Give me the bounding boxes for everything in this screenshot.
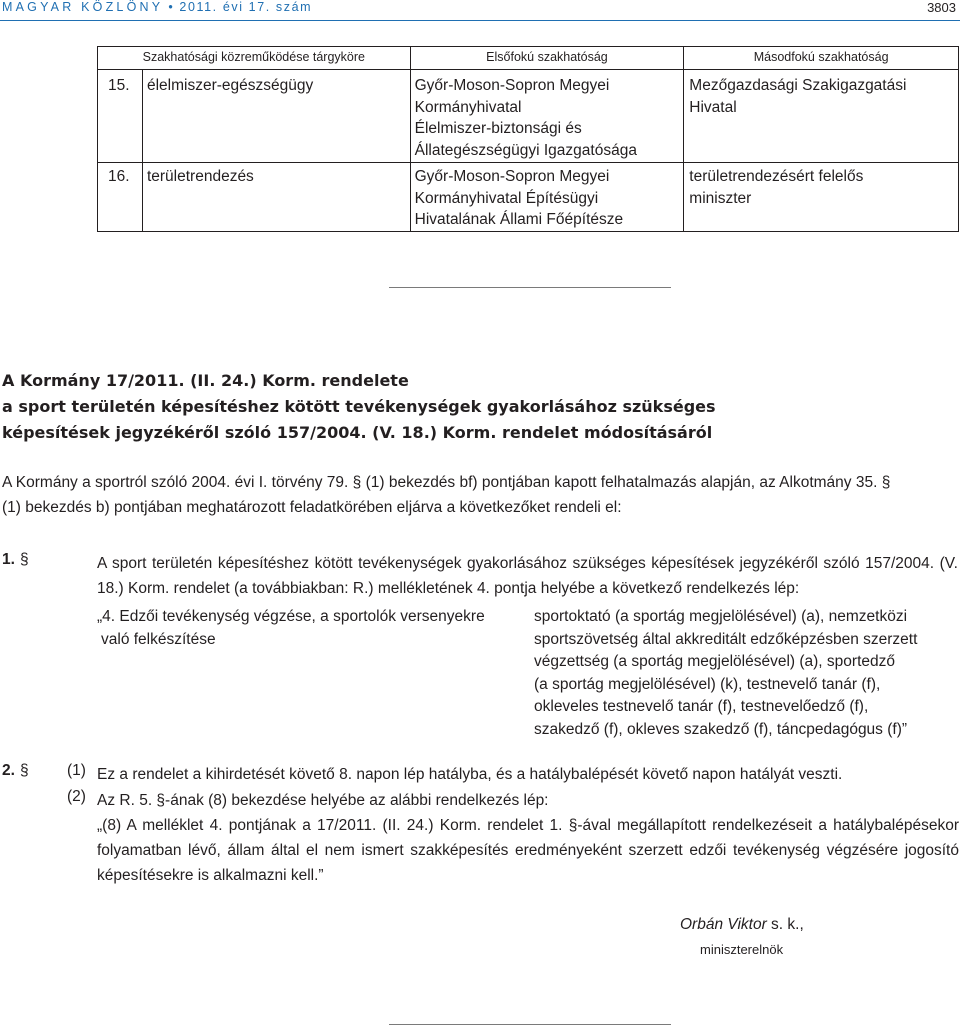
section-2-number: 2.: [2, 762, 15, 779]
row-second-authority: [684, 70, 959, 163]
cell-line: Kormányhivatal: [414, 98, 522, 116]
section-divider: [389, 287, 671, 288]
quote-line: való felkészítése: [101, 630, 216, 648]
table-header-row: [98, 47, 959, 70]
cell-line: miniszter: [689, 189, 752, 207]
row-subject: élelmiszer-egészségügy: [142, 70, 410, 163]
signer-suffix: s. k.,: [766, 916, 804, 933]
subsection-2-label: (2): [67, 788, 86, 805]
cell-line: Hivatal: [689, 98, 737, 116]
cell-line: Állategészségügyi Igazgatósága: [414, 141, 637, 159]
quote-line: sportoktató (a sportág megjelölésével) (a), nemzetközi: [534, 608, 908, 625]
title-line: A Kormány 17/2011. (II. 24.) Korm. rendelete: [2, 371, 409, 390]
title-line: képesítések jegyzékéről szóló 157/2004. (V. 18.) Korm. rendelet módosításáról: [2, 423, 713, 442]
decree-title: [2, 368, 952, 446]
subsection-1-label: (1): [67, 762, 86, 779]
section-1-number: 1.: [2, 551, 15, 568]
col-header-subject: Szakhatósági közreműködése tárgyköre: [98, 47, 411, 70]
authority-table: [97, 46, 959, 232]
row-number: 15.: [98, 70, 143, 163]
amendment-quote: „(8) A melléklet 4. pontjának a 17/2011. (II. 24.) Korm. rendelet 1. §-ával megállapított rendelkezéseit a hatálybalépésekor folyamatban lévő, állam által el nem ismert szakképesítés eredményeként szerzett edzői tevékenység végzésére jogosító képesítésekre is alkalmazni kell.”: [97, 817, 959, 884]
signer-name: Orbán Viktor: [680, 916, 767, 933]
table-row: [98, 163, 959, 232]
decree-intro: [2, 470, 958, 520]
page-header: [0, 0, 960, 16]
intro-line: A Kormány a sportról szóló 2004. évi I. törvény 79. § (1) bekezdés bf) pontjában kapott felhatalmazás alapján, az Alkotmány 35. §: [2, 474, 891, 491]
footer-divider: [389, 1024, 671, 1025]
header-left: [2, 0, 312, 14]
quote-activity: [97, 606, 522, 651]
section-sign: §: [20, 551, 29, 568]
cell-line: Élelmiszer-biztonsági és: [414, 120, 582, 137]
quote-line: (a sportág megjelölésével) (k), testnevelő tanár (f),: [534, 675, 881, 693]
intro-line: (1) bekezdés b) pontjában meghatározott feladatkörében eljárva a következőket rendeli el:: [2, 499, 622, 516]
signature: [680, 916, 804, 934]
col-header-first: Elsőfokú szakhatóság: [410, 47, 684, 70]
issue-label: 2011. évi 17. szám: [179, 0, 313, 14]
col-header-second: Másodfokú szakhatóság: [684, 47, 959, 70]
section-sign: §: [20, 762, 29, 779]
section-1-text: A sport területén képesítéshez kötött tevékenységek gyakorlásához szükséges képesítések jegyzékéről szóló 157/2004. (V. 18.) Korm. rendelet (a továbbiakban: R.) mellékletének 4. pontja helyébe a következő rendelkezés lép:: [97, 555, 958, 597]
quote-line: „4. Edzői tevékenység végzése, a sportolók versenyekre: [97, 608, 485, 625]
row-number: 16.: [98, 163, 143, 232]
cell-line: Mezőgazdasági Szakigazgatási: [689, 77, 907, 94]
cell-line: Hivatalának Állami Főépítésze: [414, 211, 624, 228]
publication-title: MAGYAR KÖZLÖNY: [2, 0, 164, 14]
quote-qualifications: [534, 606, 959, 741]
title-line: a sport területén képesítéshez kötött tevékenységek gyakorlásához szükséges: [2, 397, 716, 416]
quote-line: okleveles testnevelő tanár (f), testnevelőedző (f),: [534, 698, 869, 715]
quote-line: szakedző (f), okleves szakedző (f), táncpedagógus (f)”: [534, 720, 908, 738]
row-subject: területrendezés: [142, 163, 410, 232]
subsection-1-text: Ez a rendelet a kihirdetését követő 8. napon lép hatályba, és a hatálybalépését követő napon hatályát veszti.: [97, 766, 843, 783]
quote-line: sportszövetség által akkreditált edzőképzésben szerzett: [534, 630, 918, 648]
row-second-authority: [684, 163, 959, 232]
header-divider: [0, 20, 960, 21]
table-row: [98, 70, 959, 163]
page-number: 3803: [927, 0, 956, 15]
row-first-authority: [410, 163, 684, 232]
quote-line: végzettség (a sportág megjelölésével) (a), sportedző: [534, 653, 895, 670]
header-bullet: •: [168, 0, 175, 14]
signer-title: miniszterelnök: [700, 942, 784, 957]
cell-line: Győr-Moson-Sopron Megyei: [414, 168, 610, 185]
row-first-authority: [410, 70, 684, 163]
cell-line: Kormányhivatal Építésügyi: [414, 189, 599, 207]
cell-line: Győr-Moson-Sopron Megyei: [414, 77, 610, 94]
cell-line: területrendezésért felelős: [689, 168, 864, 185]
subsection-2-text: Az R. 5. §-ának (8) bekezdése helyébe az alábbi rendelkezés lép:: [97, 792, 549, 809]
